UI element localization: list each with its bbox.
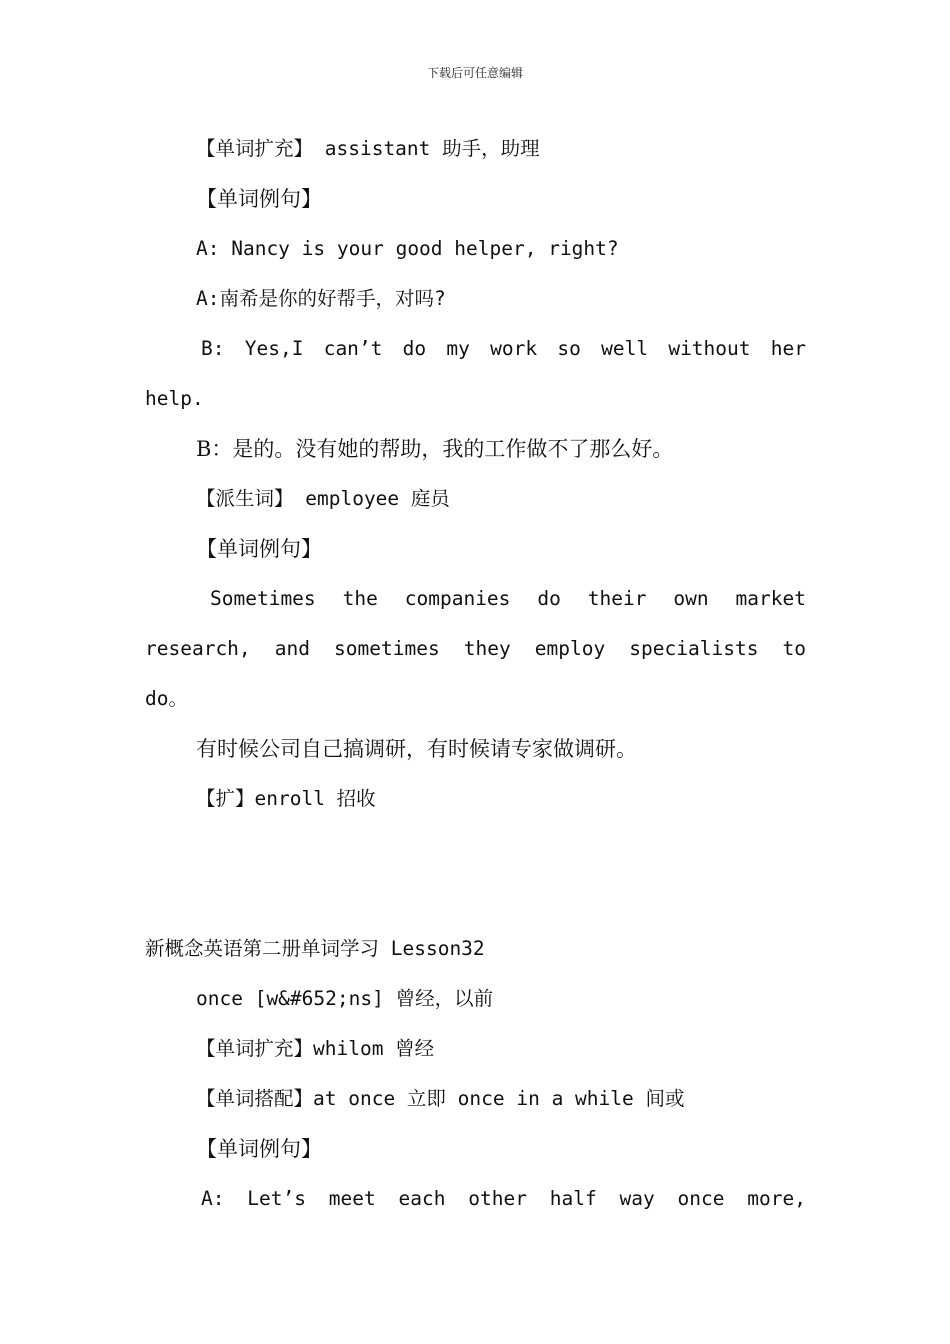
text-line: 【单词例句】 — [196, 537, 322, 561]
text-line: 【单词搭配】at once 立即 once in a while 间或 — [196, 1087, 685, 1110]
text-line: 【派生词】 employee 庭员 — [196, 487, 450, 510]
text-line: 【单词例句】 — [196, 187, 322, 211]
text-line: A: Nancy is your good helper, right? — [196, 237, 619, 260]
text-line: 【单词扩充】whilom 曾经 — [196, 1037, 435, 1060]
text-line: 【单词例句】 — [196, 1137, 322, 1161]
text-line: research, and sometimes they employ specialists to — [145, 637, 806, 660]
text-line: A:南希是你的好帮手，对吗? — [196, 287, 446, 310]
text-line: 有时候公司自己搞调研，有时候请专家做调研。 — [196, 737, 637, 761]
text-line: A: Let’s meet each other half way once more, — [201, 1187, 806, 1210]
text-line: once [w&#652;ns] 曾经，以前 — [196, 987, 494, 1010]
text-line: help. — [145, 387, 204, 410]
page-header: 下载后可任意编辑 — [426, 66, 523, 80]
document-body — [145, 124, 806, 1224]
text-line: B：是的。没有她的帮助，我的工作做不了那么好。 — [196, 437, 674, 461]
text-line: B: Yes,I can’t do my work so well without her — [201, 337, 806, 360]
text-line: do。 — [145, 687, 188, 710]
text-line: Sometimes the companies do their own market — [210, 587, 806, 610]
section-gap — [145, 824, 806, 924]
section-title: 新概念英语第二册单词学习 Lesson32 — [145, 937, 485, 960]
text-line: 【单词扩充】 assistant 助手，助理 — [196, 137, 540, 160]
text-line: 【扩】enroll 招收 — [196, 787, 376, 810]
